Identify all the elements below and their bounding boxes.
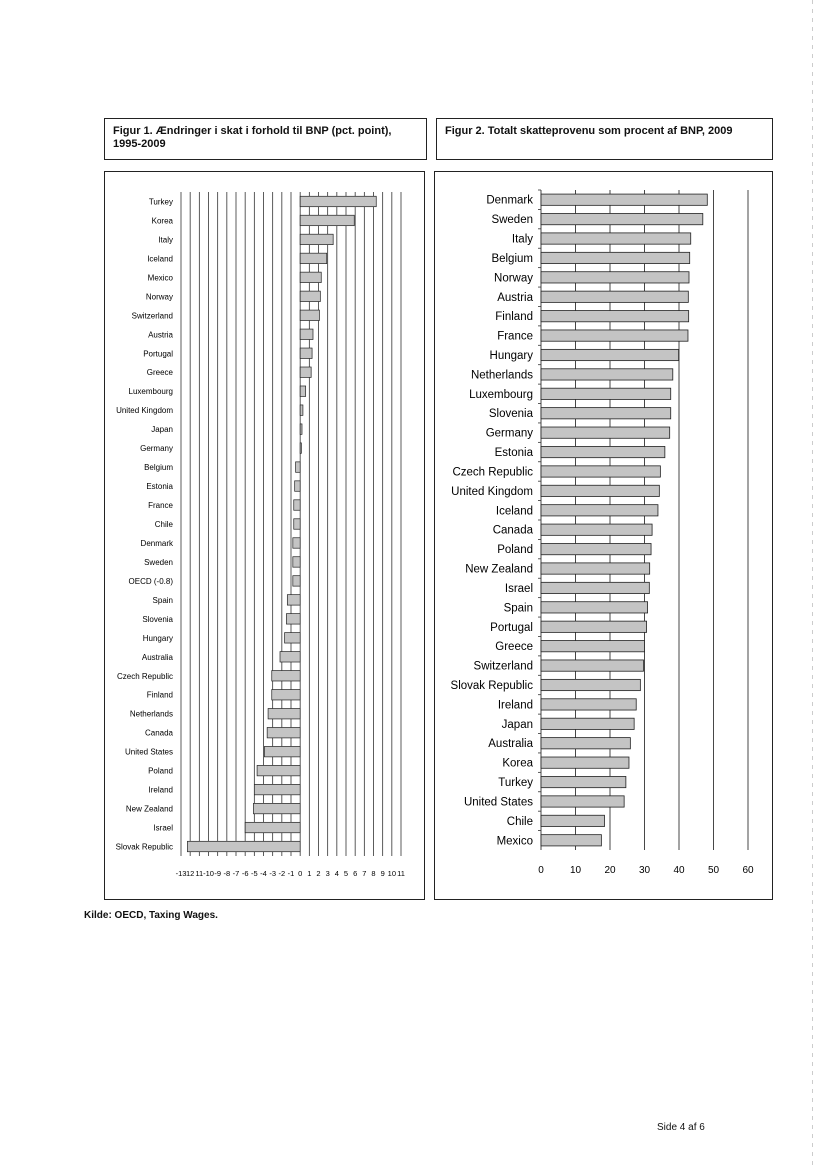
bar: [541, 699, 636, 710]
x-tick-label: 6: [353, 869, 358, 878]
x-tick-label: -5: [250, 869, 258, 878]
x-tick-label: -13: [175, 869, 187, 878]
bar: [285, 633, 301, 643]
bar: [541, 252, 690, 263]
figure-2-title: Figur 2. Totalt skatteprovenu som procent af BNP, 2009: [436, 118, 773, 160]
bar: [257, 765, 300, 775]
bar: [541, 796, 624, 807]
bar: [541, 563, 650, 574]
category-label: Switzerland: [473, 660, 533, 673]
bar: [300, 329, 313, 339]
x-tick-label: 9: [380, 869, 385, 878]
bar: [300, 424, 302, 434]
bar: [280, 652, 300, 662]
category-label: Luxembourg: [128, 387, 173, 397]
bar: [541, 505, 658, 516]
category-label: Mexico: [147, 273, 173, 283]
bar: [541, 311, 689, 322]
bar: [541, 485, 659, 496]
category-label: United Kingdom: [116, 406, 173, 416]
category-label: Finland: [146, 690, 173, 700]
bar: [293, 557, 300, 567]
category-label: Chile: [154, 520, 173, 529]
category-label: Australia: [488, 738, 533, 751]
category-label: New Zealand: [465, 563, 533, 576]
category-label: Hungary: [489, 350, 533, 362]
category-label: Poland: [497, 544, 533, 557]
bar: [187, 841, 300, 851]
x-tick-label: -8: [223, 869, 231, 878]
category-label: Australia: [141, 652, 173, 662]
x-tick-label: 3: [325, 869, 330, 878]
x-tick-label: 50: [707, 865, 720, 876]
bar: [541, 446, 665, 457]
category-label: Belgium: [144, 463, 173, 473]
bar: [541, 194, 707, 205]
bar: [300, 215, 354, 225]
source-note: Kilde: OECD, Taxing Wages.: [84, 910, 218, 921]
category-label: Chile: [506, 815, 533, 828]
category-label: Switzerland: [131, 311, 173, 321]
category-label: Finland: [495, 311, 533, 324]
bar: [541, 641, 645, 652]
bar: [287, 595, 300, 605]
category-label: Turkey: [498, 777, 533, 790]
category-label: Austria: [148, 330, 173, 340]
category-label: Denmark: [486, 194, 533, 207]
bar: [293, 538, 300, 548]
category-label: Poland: [148, 766, 173, 776]
category-label: Estonia: [494, 447, 533, 460]
category-label: Czech Republic: [452, 466, 533, 479]
category-label: Turkey: [148, 197, 173, 207]
bar: [295, 481, 301, 491]
x-tick-label: 4: [334, 869, 339, 878]
category-label: Czech Republic: [116, 671, 173, 681]
category-label: France: [497, 330, 533, 343]
scan-edge-line: [812, 0, 813, 1168]
figure-2-chart: [435, 172, 772, 899]
category-label: Sweden: [491, 214, 533, 227]
bar: [300, 443, 301, 453]
category-label: Spain: [503, 602, 533, 615]
category-label: Luxembourg: [469, 388, 533, 401]
x-tick-label: 1: [307, 869, 312, 878]
bar: [300, 405, 303, 415]
category-label: United States: [463, 796, 533, 809]
bar: [254, 784, 300, 794]
category-label: Portugal: [143, 349, 173, 359]
category-label: Hungary: [142, 633, 173, 643]
bar: [293, 576, 300, 586]
bar: [272, 671, 300, 681]
bar: [541, 738, 630, 749]
category-label: Mexico: [496, 835, 533, 848]
category-label: Estonia: [146, 482, 173, 492]
bar: [541, 272, 689, 283]
category-label: Ireland: [148, 785, 173, 795]
bar: [296, 462, 301, 472]
category-label: Italy: [511, 233, 533, 246]
x-tick-label: 11: [397, 869, 405, 878]
x-tick-label: 12: [185, 869, 195, 878]
bar: [541, 213, 703, 224]
category-label: Slovenia: [142, 614, 173, 624]
category-label: Belgium: [491, 252, 533, 265]
bar: [541, 757, 629, 768]
bar: [300, 272, 321, 282]
bar: [541, 582, 649, 593]
bar: [541, 233, 691, 244]
x-tick-label: 20: [604, 865, 616, 876]
bar: [541, 602, 648, 613]
category-label: Germany: [485, 427, 533, 440]
x-tick-label: -1: [287, 869, 295, 878]
category-label: Italy: [158, 235, 173, 245]
bar: [541, 427, 670, 438]
bar: [541, 543, 651, 554]
bar: [268, 708, 300, 718]
category-label: Iceland: [147, 254, 173, 264]
bar: [300, 367, 311, 377]
category-label: Canada: [492, 524, 533, 537]
category-label: Portugal: [490, 621, 533, 634]
bar: [541, 349, 679, 360]
bar: [541, 330, 688, 341]
category-label: Denmark: [140, 538, 173, 548]
bar: [300, 196, 376, 206]
bar: [541, 835, 601, 846]
x-tick-label: -7: [232, 869, 240, 878]
figure-2-panel: [434, 171, 773, 900]
x-tick-label: 7: [362, 869, 367, 878]
category-label: Slovak Republic: [450, 680, 533, 692]
x-tick-label: 2: [316, 869, 321, 878]
x-tick-label: 8: [371, 869, 376, 878]
x-tick-label: 10: [387, 869, 397, 878]
x-tick-label: -4: [260, 869, 267, 878]
x-tick-label: 60: [742, 865, 754, 876]
bar: [541, 679, 640, 690]
bar: [300, 310, 319, 320]
x-tick-label: 0: [298, 869, 303, 878]
bar: [541, 466, 660, 477]
x-tick-label: 10: [569, 865, 582, 876]
category-label: United States: [124, 747, 173, 757]
category-label: Israel: [153, 823, 173, 833]
bar: [300, 253, 327, 263]
bar: [541, 408, 671, 419]
category-label: Japan: [501, 718, 533, 731]
bar: [541, 718, 634, 729]
category-label: Korea: [502, 757, 533, 770]
category-label: France: [148, 501, 173, 511]
category-label: Netherlands: [129, 709, 173, 719]
category-label: Canada: [144, 728, 173, 738]
x-tick-label: 40: [673, 865, 685, 876]
figure-1-panel: [104, 171, 425, 900]
bar: [541, 291, 688, 302]
figure-1-chart: [105, 172, 424, 899]
bar: [267, 727, 300, 737]
bar: [541, 524, 652, 535]
category-label: Iceland: [495, 505, 533, 518]
category-label: Greece: [495, 641, 533, 654]
bar: [253, 803, 300, 813]
category-label: Slovenia: [488, 408, 533, 421]
category-label: Greece: [146, 368, 173, 378]
category-label: United Kingdom: [451, 485, 533, 498]
x-tick-label: 11: [195, 869, 204, 878]
x-tick-label: 5: [343, 869, 349, 878]
category-label: Korea: [151, 216, 173, 226]
bar: [286, 614, 300, 624]
page-number: Side 4 af 6: [657, 1122, 705, 1133]
x-tick-label: -9: [214, 869, 222, 878]
x-tick-label: -10: [203, 869, 214, 878]
category-label: Sweden: [144, 557, 173, 567]
category-label: Netherlands: [470, 369, 533, 382]
category-label: OECD (-0.8): [128, 576, 173, 586]
bar: [300, 291, 320, 301]
bar: [541, 815, 604, 826]
x-tick-label: -3: [269, 869, 277, 878]
x-tick-label: -2: [278, 869, 286, 878]
category-label: Norway: [494, 272, 533, 285]
category-label: Ireland: [497, 699, 533, 712]
bar: [541, 621, 647, 632]
category-label: Israel: [504, 582, 533, 595]
category-label: Norway: [145, 292, 173, 302]
category-label: Austria: [497, 291, 533, 304]
category-label: New Zealand: [125, 804, 173, 814]
x-tick-label: 0: [538, 865, 544, 876]
bar: [541, 388, 671, 399]
x-tick-label: -6: [241, 869, 249, 878]
figure-1-title: Figur 1. Ændringer i skat i forhold til BNP (pct. point), 1995-2009: [104, 118, 427, 160]
category-label: Spain: [152, 595, 173, 605]
bar: [541, 369, 673, 380]
bar: [245, 822, 300, 832]
category-label: Slovak Republic: [115, 842, 173, 852]
bar: [541, 776, 626, 787]
bar: [300, 348, 312, 358]
bar: [264, 746, 300, 756]
bar: [300, 386, 306, 396]
bar: [272, 690, 300, 700]
bar: [541, 660, 643, 671]
category-label: Germany: [140, 444, 173, 454]
bar: [300, 234, 333, 244]
bar: [294, 519, 300, 529]
bar: [294, 500, 300, 510]
x-tick-label: 30: [638, 865, 651, 876]
category-label: Japan: [151, 425, 173, 435]
